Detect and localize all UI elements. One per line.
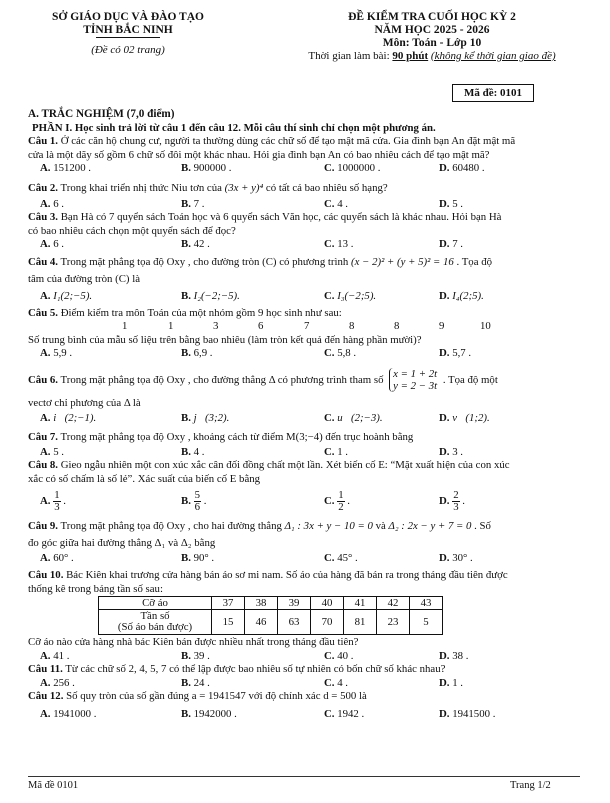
q12-option-d[interactable]: D. 1941500 .: [439, 707, 496, 720]
q9-option-a[interactable]: A. 60° .: [40, 552, 74, 564]
q8-option-b[interactable]: B. $\frac{5}{6}$ .: [181, 489, 207, 513]
q4-option-b[interactable]: B. I₂(−2;−5).: [181, 289, 240, 302]
part1-instruction: PHẦN I. Học sinh trả lời từ câu 1 đến câu 12. Mỗi câu thí sinh chỉ chọn một phương án.: [32, 121, 436, 134]
table-header-frequency: Tần số (Số áo bán được): [99, 610, 212, 635]
q3-line2: có bao nhiêu cách chọn một quyển sách để đọc?: [28, 224, 236, 237]
q5-option-a[interactable]: A. 5,9 .: [40, 347, 73, 359]
table-cell: 40: [311, 597, 344, 610]
header-right: [262, 11, 602, 63]
time-prefix: Thời gian làm bài:: [308, 50, 393, 62]
time-line: [262, 50, 602, 63]
question-8: Câu 8. Gieo ngẫu nhiên một con xúc xắc cân đối đồng chất một lần. Xét biến cố E: “Mặt xuất hiện của con xúc: [28, 459, 510, 471]
q11-option-d[interactable]: D. 1 .: [439, 676, 463, 689]
header-left-rule: [96, 37, 160, 38]
q10-option-d[interactable]: D. 38 .: [439, 649, 469, 662]
question-9: Câu 9. Trong mặt phẳng tọa độ Oxy , cho hai đường thẳng Δ₁ : 3x + y − 10 = 0 và Δ₂ : 2x − y + 7 = 0 . Số: [28, 520, 491, 532]
header-left: [28, 11, 228, 57]
q2-expression: (3x + y)⁴: [224, 181, 264, 194]
table-row-frequency: [99, 610, 443, 635]
q3-options: [28, 238, 588, 252]
q5-option-b[interactable]: B. 6,9 .: [181, 347, 213, 359]
q9-option-b[interactable]: B. 90° .: [181, 552, 215, 564]
question-6: Câu 6. Trong mặt phẳng tọa độ Oxy , cho đường thẳng Δ có phương trình tham số x = 1 + 2t y = 2 − 3t . Tọa độ một: [28, 368, 498, 393]
q1-option-d[interactable]: D. 60480 .: [439, 162, 485, 174]
question-4: Câu 4. Trong mặt phẳng tọa độ Oxy , cho đường tròn (C) có phương trình (x − 2)² + (y + 5)² = 16 . Tọa độ: [28, 255, 492, 268]
q12-options: [28, 708, 588, 722]
department-line1: SỞ GIÁO DỤC VÀ ĐÀO TẠO: [52, 11, 204, 23]
q7-option-a[interactable]: A. 5 .: [40, 445, 64, 458]
q11-option-c[interactable]: C. 4 .: [324, 676, 348, 689]
q6-option-c[interactable]: C. u⃗(2;−3).: [324, 411, 383, 424]
question-1: [28, 135, 588, 149]
q8-option-a[interactable]: A. $\frac{1}{3}$ .: [40, 489, 67, 513]
frequency-table: [98, 596, 443, 635]
question-12: Câu 12. Số quy tròn của số gần đúng a = 1941547 với độ chính xác d = 500 là: [28, 690, 367, 702]
q4-options: [28, 290, 588, 307]
time-value: 90 phút: [392, 50, 429, 62]
question-5: Câu 5. Điểm kiểm tra môn Toán của một nhóm gồm 9 học sinh như sau:: [28, 306, 342, 319]
table-cell: 39: [278, 597, 311, 610]
q10-line2: thống kê trong bảng tần số sau:: [28, 582, 163, 595]
table-cell: 38: [245, 597, 278, 610]
table-cell: 5: [410, 610, 443, 635]
q6-options: [28, 412, 588, 429]
q4-option-c[interactable]: C. I₃(−2;5).: [324, 289, 377, 302]
q6-parametric-system: x = 1 + 2t y = 2 − 3t: [389, 368, 437, 392]
table-cell: 42: [377, 597, 410, 610]
q6-option-b[interactable]: B. j⃗(3;2).: [181, 411, 230, 424]
q3-option-a[interactable]: A. 6 .: [40, 238, 64, 250]
table-cell: 37: [212, 597, 245, 610]
q8-option-d[interactable]: D. $\frac{2}{3}$ .: [439, 489, 466, 513]
table-cell: 43: [410, 597, 443, 610]
q1-option-b[interactable]: B. 900000 .: [181, 162, 232, 174]
q3-option-b[interactable]: B. 42 .: [181, 238, 210, 250]
q5-scores: 1 1 3 6 7 8 8 9 10: [122, 320, 491, 332]
footer-rule: [28, 776, 580, 777]
q1-text1: Ở các căn hộ chung cư, người ta thường dùng các chữ số để tạo mật mã cửa. Gia đình bạn An đặt mật mã: [58, 135, 516, 147]
q4-line2: tâm của đường tròn (C) là: [28, 272, 141, 285]
q2-option-b[interactable]: B. 7 .: [181, 197, 205, 210]
q2-options: [28, 198, 588, 212]
exam-code-box: Mã đề: 0101: [452, 84, 534, 102]
subject: Môn: Toán - Lớp 10: [382, 37, 482, 49]
table-cell: 81: [344, 610, 377, 635]
q8-option-c[interactable]: C. $\frac{1}{2}$ .: [324, 489, 351, 513]
q10-line3: Cỡ áo nào cửa hàng nhà bác Kiên bán được nhiều nhất trong tháng đầu tiên?: [28, 636, 359, 648]
question-10: Câu 10. Bác Kiên khai trương cửa hàng bán áo sơ mi nam. Số áo của hàng đã bán ra trong tháng đầu tiên được: [28, 569, 508, 581]
q6-option-d[interactable]: D. v⃗(1;2).: [439, 411, 490, 424]
q5-option-c[interactable]: C. 5,8 .: [324, 347, 357, 359]
q12-option-c[interactable]: C. 1942 .: [324, 707, 365, 720]
table-cell: 15: [212, 610, 245, 635]
footer-exam-code: Mã đề 0101: [28, 780, 79, 791]
q7-option-d[interactable]: D. 3 .: [439, 445, 463, 458]
table-cell: 63: [278, 610, 311, 635]
q10-table-wrap: [28, 596, 588, 636]
question-2: Câu 2. Trong khai triển nhị thức Niu tơn của (3x + y)⁴ có tất cả bao nhiêu số hạng?: [28, 181, 388, 194]
q12-option-b[interactable]: B. 1942000 .: [181, 707, 237, 720]
q1-line2: cửa là một dãy số gồm 6 chữ số đôi một khác nhau. Hỏi gia đình bạn An có bao nhiêu cách để tạo mật mã?: [28, 148, 490, 161]
q11-option-a[interactable]: A. 256 .: [40, 676, 75, 689]
q9-options: [28, 552, 588, 569]
q9-option-c[interactable]: C. 45° .: [324, 552, 358, 564]
q5-line2: Số trung bình của mẫu số liệu trên bằng bao nhiêu (làm tròn kết quả đến hàng phần mười)?: [28, 333, 422, 346]
q12-option-a[interactable]: A. 1941000 .: [40, 707, 97, 720]
q8-options: [28, 486, 588, 514]
q6-option-a[interactable]: A. i⃗(2;−1).: [40, 411, 97, 424]
exam-title: ĐỀ KIỂM TRA CUỐI HỌC KỲ 2: [348, 11, 516, 23]
footer-page-number: Trang 1/2: [510, 780, 551, 791]
q8-line2: xắc có số chấm là số lẻ”. Xác suất của biến cố E bằng: [28, 472, 261, 485]
question-7: Câu 7. Trong mặt phẳng tọa độ Oxy , khoảng cách từ điểm M(3;−4) đến trục hoành bằng: [28, 430, 414, 443]
q5-options: [28, 347, 588, 361]
q10-option-a[interactable]: A. 41 .: [40, 649, 70, 662]
q3-option-c[interactable]: C. 13 .: [324, 238, 354, 250]
question-3: Câu 3. Bạn Hà có 7 quyển sách Toán học và 6 quyển sách Văn học, các quyển sách là khác nhau. Hỏi bạn Hà: [28, 211, 502, 223]
q7-option-c[interactable]: C. 1 .: [324, 445, 348, 458]
q9-option-d[interactable]: D. 30° .: [439, 552, 473, 564]
q1-option-c[interactable]: C. 1000000 .: [324, 162, 381, 174]
q10-options: [28, 650, 588, 664]
q6-line2: vectơ chỉ phương của Δ là: [28, 396, 141, 409]
exam-content: [28, 108, 588, 721]
table-cell: 70: [311, 610, 344, 635]
q2-option-c[interactable]: C. 4 .: [324, 197, 348, 210]
q11-options: [28, 677, 588, 691]
table-cell: 41: [344, 597, 377, 610]
q4-option-a[interactable]: A. I₁(2;−5).: [40, 289, 93, 302]
q1-option-a[interactable]: A. 151200 .: [40, 162, 91, 174]
q9-line2: đo góc giữa hai đường thẳng Δ₁ và Δ₂ bằng: [28, 537, 216, 549]
q2-option-d[interactable]: D. 5 .: [439, 197, 463, 210]
q10-option-c[interactable]: C. 40 .: [324, 649, 354, 662]
q11-option-b[interactable]: B. 24 .: [181, 676, 210, 689]
question-11: Câu 11. Từ các chữ số 2, 4, 5, 7 có thể lập được bao nhiêu số tự nhiên có bốn chữ số khác nhau?: [28, 663, 446, 675]
table-row-sizes: [99, 597, 443, 610]
q5-option-d[interactable]: D. 5,7 .: [439, 347, 472, 359]
table-cell: 46: [245, 610, 278, 635]
q1-options: [28, 162, 588, 176]
school-year: NĂM HỌC 2025 - 2026: [374, 24, 490, 36]
table-header-size: Cỡ áo: [99, 597, 212, 610]
q7-options: [28, 446, 588, 460]
section-title: A. TRẮC NGHIỆM (7,0 điểm): [28, 108, 175, 120]
q4-equation: (x − 2)² + (y + 5)² = 16: [351, 255, 454, 268]
q4-option-d[interactable]: D. I₄(2;5).: [439, 289, 484, 302]
department-line2: TỈNH BẮC NINH: [83, 24, 173, 36]
q2-option-a[interactable]: A. 6 .: [40, 197, 64, 210]
table-cell: 23: [377, 610, 410, 635]
time-suffix: (không kể thời gian giao đề): [430, 50, 556, 62]
q7-option-b[interactable]: B. 4 .: [181, 445, 205, 458]
q1-label: Câu 1.: [28, 135, 58, 147]
pages-note: (Đề có 02 trang): [91, 44, 165, 56]
q3-option-d[interactable]: D. 7 .: [439, 238, 463, 250]
q10-option-b[interactable]: B. 39 .: [181, 649, 210, 662]
